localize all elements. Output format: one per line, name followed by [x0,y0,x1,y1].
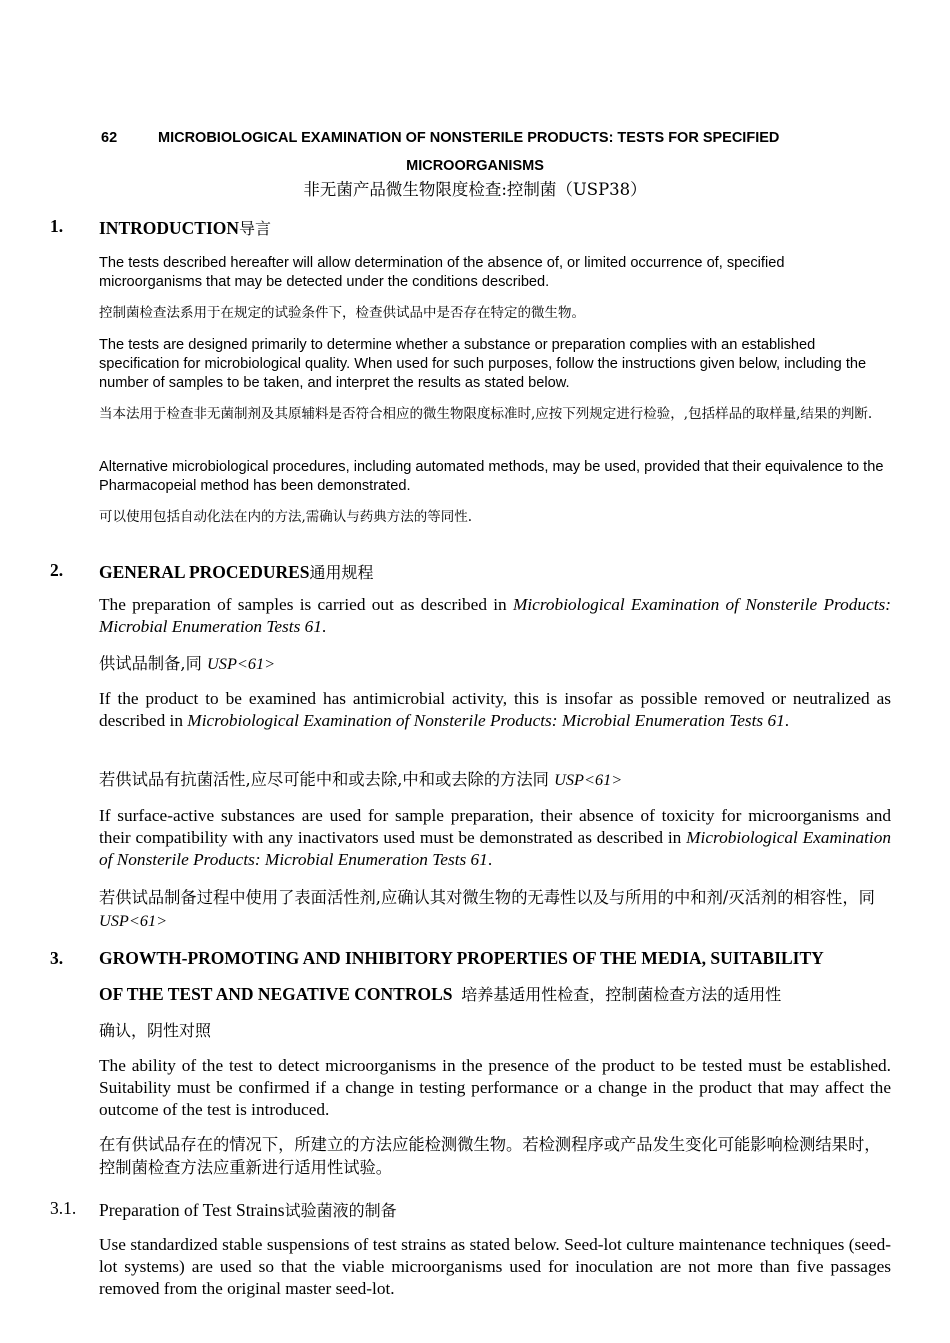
s2-p3-reference: Microbiological Examination of Nonsterile Products: Microbial Enumeration Tests 61 [99,828,891,869]
section-3-title-cn-line2: 培养基适用性检查，控制菌检查方法的适用性 [461,985,782,1004]
s31-paragraph-1: Use standardized stable suspensions of test strains as stated below. Seed-lot culture maintenance techniques (seed- lot systems) are used so that the viable microorganisms used for inoculation are not more than five passages removed from the original master seed-lot. [99,1235,891,1298]
s2-p3-cn-text: 若供试品制备过程中使用了表面活性剂,应确认其对微生物的无毒性以及与所用的中和剂/灭活剂的相容性，同 [99,888,875,907]
s2-p2-text: If the product to be examined has antimicrobial activity, this is insofar as possible removed or neutralized as described in [99,689,891,730]
section-1-heading [99,216,271,239]
section-3-title-line1: GROWTH-PROMOTING AND INHIBITORY PROPERTIES OF THE MEDIA, SUITABILITY [99,948,824,968]
chapter-title-cn: 非无菌产品微生物限度检查:控制菌（USP38） [303,180,647,199]
s3-paragraph-1-cn: 在有供试品存在的情况下，所建立的方法应能检测微生物。若检测程序或产品发生变化可能影响检测结果时，控制菌检查方法应重新进行适用性试验。 [99,1135,881,1177]
s2-p1-cn-text: 供试品制备,同 [99,654,208,673]
chapter-title-line2: MICROORGANISMS [406,158,544,174]
section-1-title: INTRODUCTION [99,218,240,238]
s1-paragraph-1: The tests described hereafter will allow determination of the absence of, or limited occurrence of, specified microorganisms that may be detected under the conditions described. [99,255,785,290]
s3-paragraph-1: The ability of the test to detect microorganisms in the presence of the product to be tested must be established. Suitability must be confirmed if a change in testing performance or a change in the product that may affect the outcome of the test is introduced. [99,1056,891,1119]
s2-paragraph-1 [99,594,891,638]
section-1-title-cn: 导言 [239,219,272,238]
s2-p3-text: If surface-active substances are used for sample preparation, their absence of toxicity for microorganisms and their compatibility with any inactivators used must be demonstrated as described in [99,806,891,847]
section-3-heading-line3 [99,1018,211,1041]
s2-p2-cn-reference: USP<61> [554,770,623,789]
section-3-1-number: 3.1. [50,1198,77,1218]
section-2-title: GENERAL PROCEDURES [99,562,310,582]
s2-paragraph-2-cn [99,768,891,791]
s2-p1-end: . [321,617,327,636]
s2-p1-cn-reference: USP<61> [207,654,276,673]
section-3-1-title: Preparation of Test Strains [99,1200,285,1220]
section-2-number: 2. [50,560,64,580]
section-3-number: 3. [50,948,64,968]
s2-p1-reference: Microbiological Examination of Nonsterile Products: Microbial Enumeration Tests 61 [99,595,891,636]
chapter-title-line1: MICROBIOLOGICAL EXAMINATION OF NONSTERILE PRODUCTS: TESTS FOR SPECIFIED [158,130,780,146]
section-1-number: 1. [50,216,64,236]
s1-paragraph-3-cn: 可以使用包括自动化法在内的方法,需确认与药典方法的等同性. [99,509,473,525]
s1-paragraph-2: The tests are designed primarily to determine whether a substance or preparation complies with an established specification for microbiological quality. When used for such purposes, follow the instructions given below, including the number of samples to be taken, and interpret the results as stated below. [99,337,867,391]
section-3-heading-line2 [99,982,781,1005]
section-2-heading [99,560,374,583]
s1-paragraph-1-cn: 控制菌检查法系用于在规定的试验条件下，检查供试品中是否存在特定的微生物。 [99,305,585,321]
section-3-1-title-cn: 试验菌液的制备 [284,1201,397,1220]
s2-p2-reference: Microbiological Examination of Nonsterile Products: Microbial Enumeration Tests 61 [187,711,785,730]
s1-paragraph-3: Alternative microbiological procedures, including automated methods, may be used, provided that their equivalence to the Pharmacopeial method has been demonstrated. [99,459,884,494]
section-3-title-cn-line3: 确认，阴性对照 [99,1021,212,1040]
section-3-title-line2: OF THE TEST AND NEGATIVE CONTROLS [99,984,453,1004]
chapter-number: 62 [101,130,118,146]
s2-p3-cn-reference: USP<61> [99,911,168,930]
s2-p2-cn-text: 若供试品有抗菌活性,应尽可能中和或去除,中和或去除的方法同 [99,770,555,789]
s2-p3-end: . [487,850,493,869]
section-2-title-cn: 通用规程 [309,563,374,582]
s2-paragraph-1-cn [99,652,891,675]
s2-paragraph-3 [99,805,891,871]
s1-paragraph-2-cn: 当本法用于检查非无菌制剂及其原辅料是否符合相应的微生物限度标准时,应按下列规定进行检验，,包括样品的取样量,结果的判断. [99,406,873,422]
s2-paragraph-2 [99,688,891,732]
s2-p1-text: The preparation of samples is carried out as described in [99,595,513,614]
s2-paragraph-3-cn [99,886,891,932]
s2-p2-end: . [784,711,790,730]
section-3-1-heading [99,1198,397,1221]
